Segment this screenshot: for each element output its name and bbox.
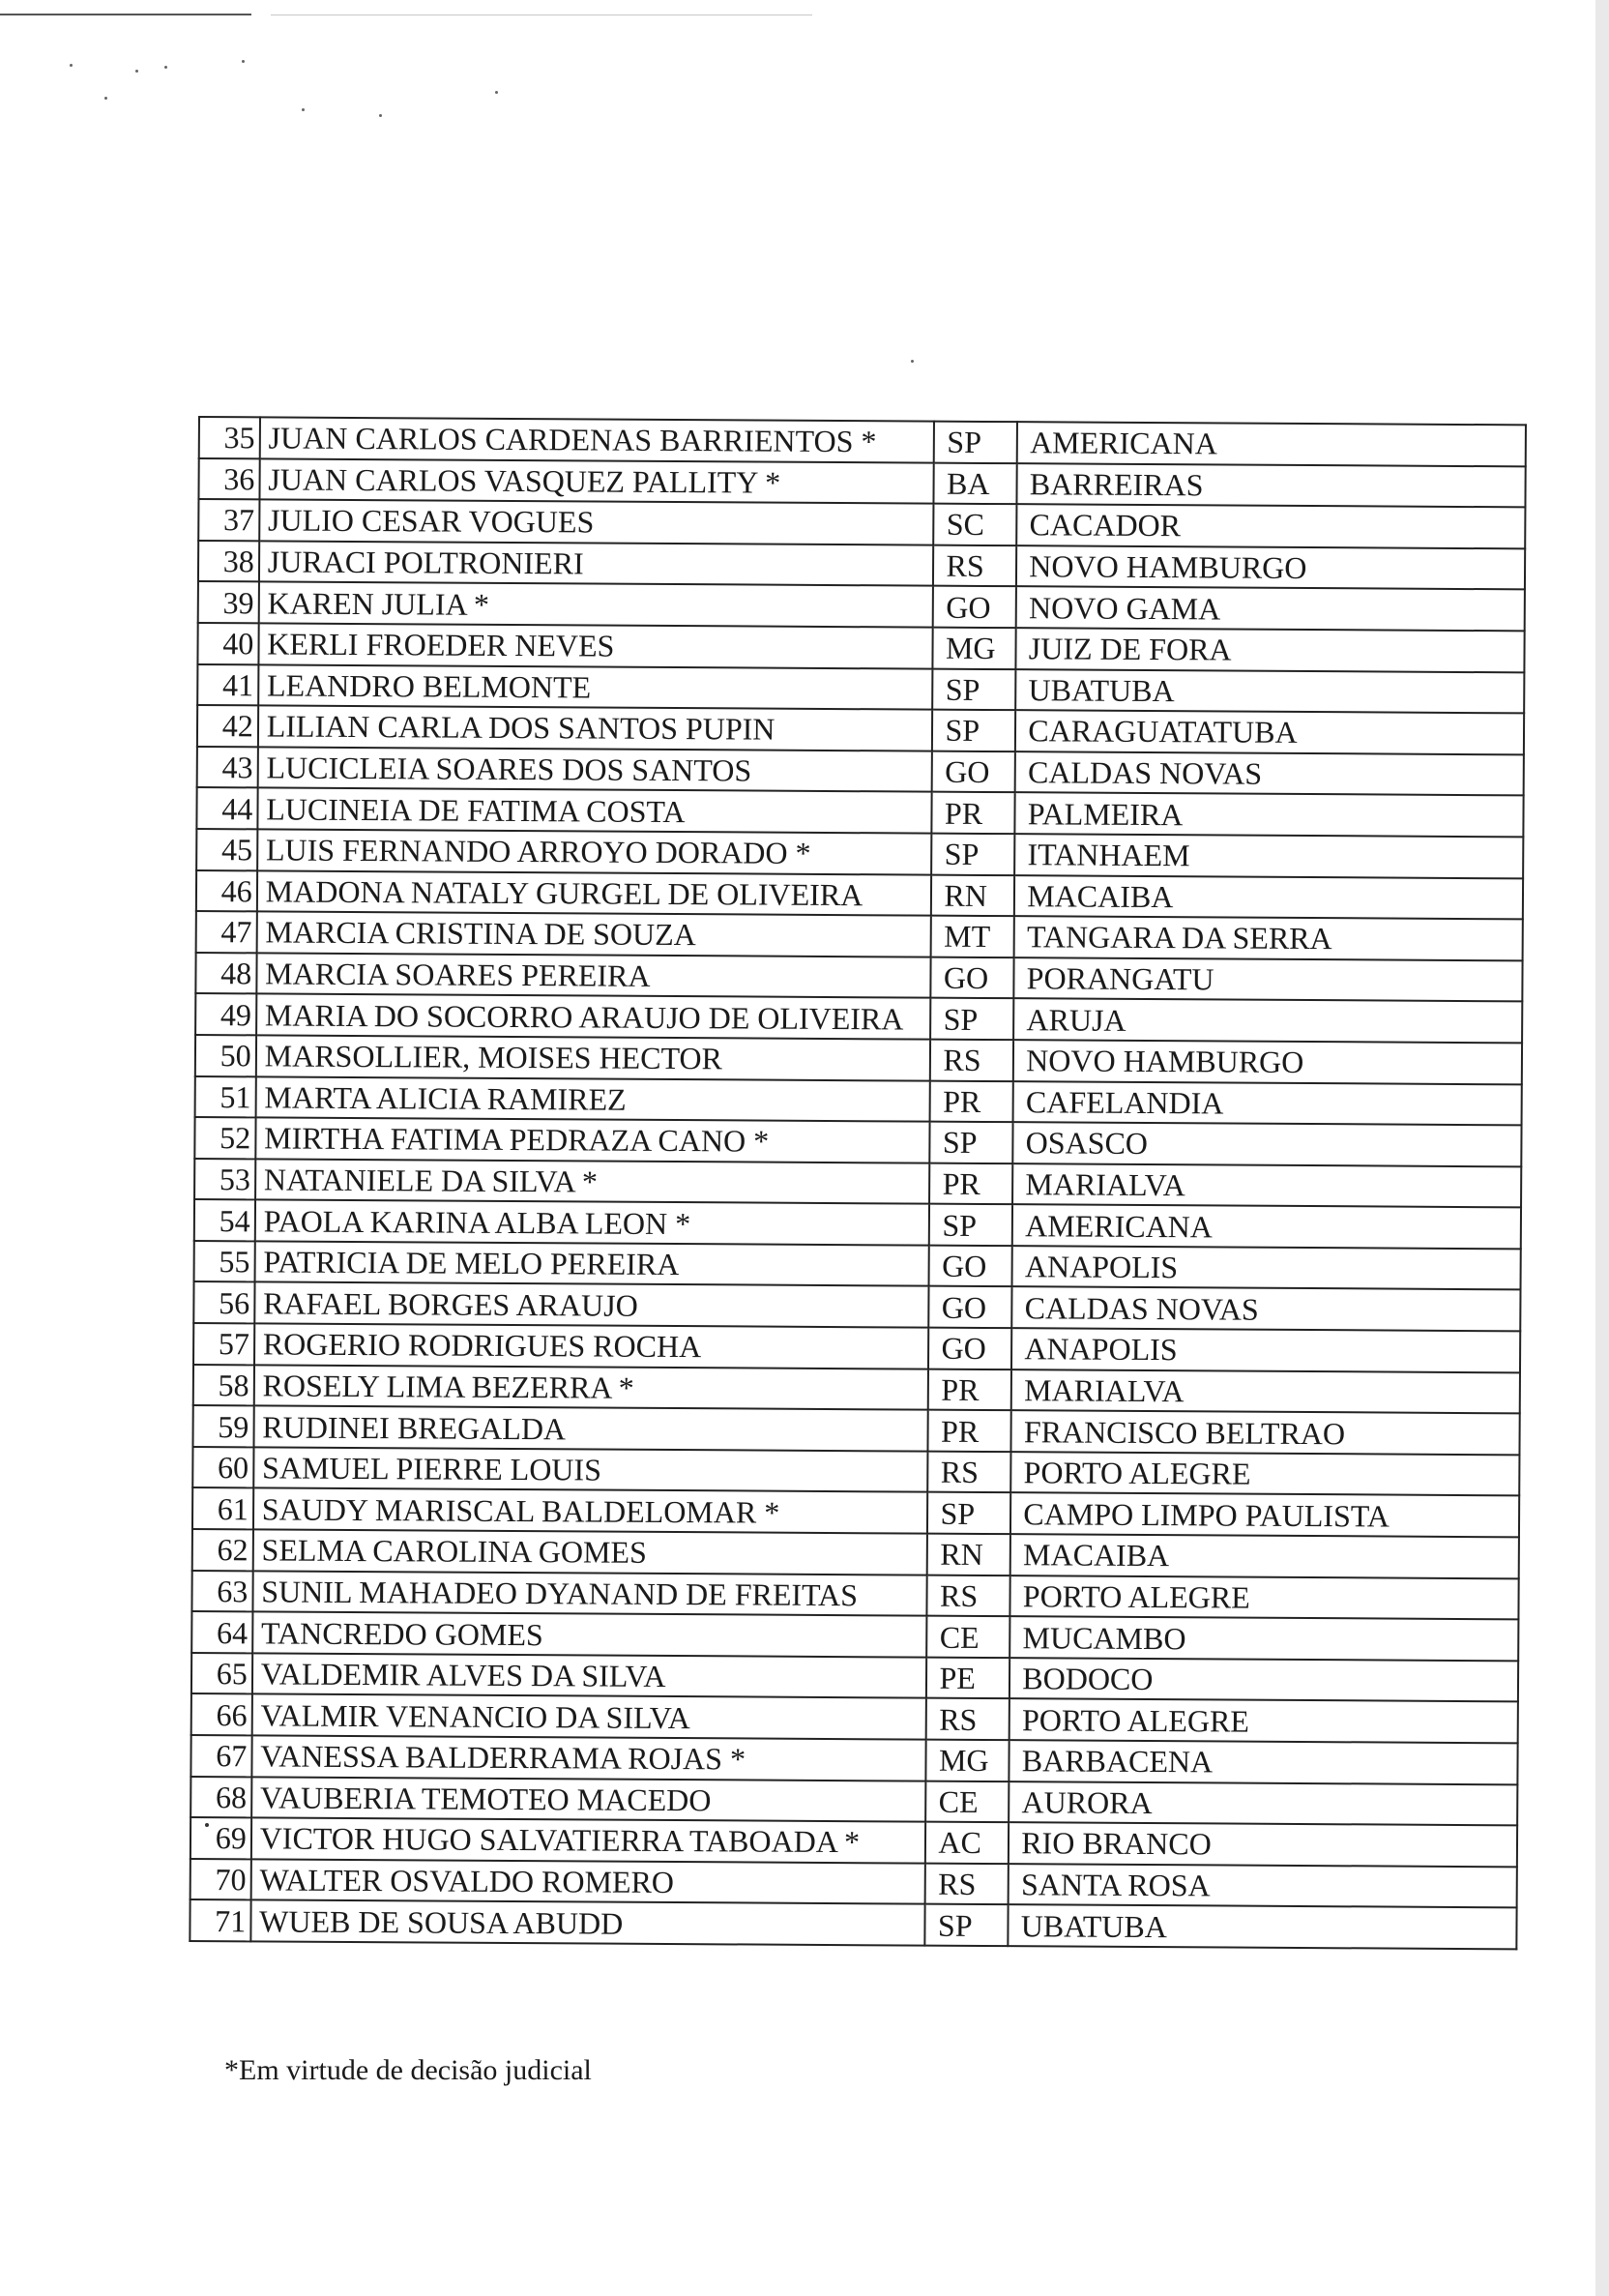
scan-speck bbox=[302, 108, 305, 111]
row-name: LEANDRO BELMONTE bbox=[258, 664, 933, 710]
row-number: 65 bbox=[191, 1653, 252, 1694]
row-city: CARAGUATATUBA bbox=[1015, 710, 1524, 754]
row-name: PATRICIA DE MELO PEREIRA bbox=[254, 1241, 929, 1286]
scan-speck bbox=[495, 91, 498, 94]
row-number: 39 bbox=[198, 581, 259, 623]
row-state: GO bbox=[929, 1246, 1012, 1287]
row-city: TANGARA DA SERRA bbox=[1014, 916, 1523, 960]
scan-speck bbox=[70, 64, 73, 67]
row-city: PORANGATU bbox=[1014, 957, 1523, 1002]
row-name: ROGERIO RODRIGUES ROCHA bbox=[254, 1323, 929, 1369]
row-city: UBATUBA bbox=[1009, 1905, 1517, 1950]
row-state: PR bbox=[928, 1369, 1011, 1410]
row-state: MG bbox=[926, 1740, 1009, 1781]
row-state: PR bbox=[932, 792, 1015, 834]
row-name: ROSELY LIMA BEZERRA * bbox=[253, 1365, 928, 1410]
row-name: MADONA NATALY GURGEL DE OLIVEIRA bbox=[257, 870, 932, 916]
row-name: LUIS FERNANDO ARROYO DORADO * bbox=[257, 829, 932, 874]
row-number: 59 bbox=[192, 1405, 253, 1447]
roster-table-body bbox=[190, 417, 1526, 1949]
row-state: GO bbox=[929, 1286, 1012, 1328]
row-city: CAMPO LIMPO PAULISTA bbox=[1010, 1493, 1519, 1538]
row-state: SP bbox=[934, 422, 1017, 463]
row-state: RS bbox=[930, 1040, 1013, 1081]
scan-speck bbox=[379, 114, 382, 117]
scan-right-edge bbox=[1595, 0, 1609, 2296]
row-state: PR bbox=[930, 1080, 1013, 1122]
row-name: MARCIA SOARES PEREIRA bbox=[256, 953, 931, 998]
row-city: AMERICANA bbox=[1012, 1204, 1521, 1249]
row-name: RAFAEL BORGES ARAUJO bbox=[254, 1282, 929, 1328]
scan-top-rule bbox=[0, 14, 251, 15]
row-number: 45 bbox=[196, 829, 257, 870]
row-number: 42 bbox=[197, 705, 258, 747]
row-city: RIO BRANCO bbox=[1009, 1822, 1517, 1867]
margin-mark bbox=[205, 1823, 209, 1827]
scan-speck bbox=[164, 66, 167, 69]
row-name: JUAN CARLOS VASQUEZ PALLITY * bbox=[259, 458, 934, 504]
row-state: RS bbox=[933, 545, 1016, 586]
row-city: MARIALVA bbox=[1011, 1369, 1520, 1414]
row-city: BARREIRAS bbox=[1017, 463, 1526, 508]
row-name: SAMUEL PIERRE LOUIS bbox=[253, 1447, 928, 1492]
row-city: MUCAMBO bbox=[1009, 1616, 1518, 1661]
row-number: 70 bbox=[190, 1859, 251, 1900]
row-city: PORTO ALEGRE bbox=[1010, 1575, 1519, 1620]
row-number: 55 bbox=[194, 1241, 255, 1282]
row-city: BARBACENA bbox=[1009, 1740, 1518, 1784]
row-name: VANESSA BALDERRAMA ROJAS * bbox=[251, 1735, 926, 1781]
row-number: 62 bbox=[192, 1529, 253, 1571]
row-name: MARTA ALICIA RAMIREZ bbox=[255, 1076, 930, 1122]
row-name: RUDINEI BREGALDA bbox=[253, 1406, 928, 1452]
row-number: 63 bbox=[191, 1571, 252, 1612]
row-state: GO bbox=[931, 957, 1014, 998]
row-number: 66 bbox=[191, 1693, 252, 1735]
row-city: BODOCO bbox=[1009, 1658, 1518, 1702]
row-state: RN bbox=[927, 1534, 1010, 1575]
row-state: PE bbox=[926, 1657, 1009, 1698]
row-city: ANAPOLIS bbox=[1011, 1328, 1520, 1372]
row-state: CE bbox=[927, 1616, 1010, 1658]
row-number: 71 bbox=[190, 1899, 250, 1941]
row-state: RS bbox=[928, 1451, 1011, 1492]
row-city: MACAIBA bbox=[1014, 875, 1523, 920]
scan-speck bbox=[242, 60, 245, 63]
row-state: PR bbox=[930, 1163, 1013, 1204]
row-city: PORTO ALEGRE bbox=[1009, 1699, 1518, 1744]
row-state: GO bbox=[928, 1328, 1011, 1369]
row-number: 49 bbox=[195, 993, 256, 1035]
row-number: 56 bbox=[193, 1281, 254, 1323]
row-state: RS bbox=[926, 1698, 1009, 1740]
scan-speck bbox=[911, 360, 914, 363]
row-number: 68 bbox=[190, 1777, 251, 1818]
row-name: LUCINEIA DE FATIMA COSTA bbox=[257, 788, 932, 834]
row-state: MT bbox=[931, 916, 1014, 957]
row-city: AURORA bbox=[1009, 1781, 1517, 1826]
row-number: 40 bbox=[197, 623, 258, 664]
row-number: 58 bbox=[193, 1365, 254, 1406]
row-number: 53 bbox=[194, 1159, 255, 1200]
row-city: CALDAS NOVAS bbox=[1015, 751, 1524, 796]
row-city: CALDAS NOVAS bbox=[1012, 1287, 1521, 1332]
row-state: CE bbox=[926, 1781, 1009, 1822]
row-name: MARCIA CRISTINA DE SOUZA bbox=[256, 912, 931, 957]
row-city: CAFELANDIA bbox=[1013, 1081, 1522, 1126]
row-number: 61 bbox=[192, 1487, 253, 1529]
row-city: MACAIBA bbox=[1010, 1534, 1519, 1578]
row-state: SP bbox=[930, 1122, 1013, 1163]
row-state: RS bbox=[927, 1575, 1010, 1616]
row-state: SP bbox=[927, 1492, 1010, 1534]
row-city: PALMEIRA bbox=[1015, 793, 1524, 838]
row-number: 47 bbox=[196, 911, 257, 953]
row-name: MIRTHA FATIMA PEDRAZA CANO * bbox=[255, 1117, 930, 1163]
row-city: NOVO HAMBURGO bbox=[1013, 1040, 1522, 1084]
row-number: 51 bbox=[195, 1075, 256, 1117]
row-number: 60 bbox=[192, 1447, 253, 1488]
row-name: VALMIR VENANCIO DA SILVA bbox=[251, 1694, 926, 1740]
row-name: LUCICLEIA SOARES DOS SANTOS bbox=[257, 747, 932, 792]
row-number: 37 bbox=[198, 499, 259, 541]
scan-speck bbox=[135, 70, 138, 73]
row-name: VALDEMIR ALVES DA SILVA bbox=[252, 1653, 927, 1698]
row-number: 48 bbox=[195, 953, 256, 994]
row-name: SAUDY MARISCAL BALDELOMAR * bbox=[253, 1488, 928, 1534]
row-name: KERLI FROEDER NEVES bbox=[258, 623, 933, 668]
row-number: 46 bbox=[196, 870, 257, 912]
row-name: WALTER OSVALDO ROMERO bbox=[250, 1859, 925, 1904]
row-name: NATANIELE DA SILVA * bbox=[255, 1159, 930, 1204]
row-name: LILIAN CARLA DOS SANTOS PUPIN bbox=[258, 706, 933, 751]
row-number: 44 bbox=[196, 787, 257, 829]
row-state: PR bbox=[928, 1410, 1011, 1452]
row-city: NOVO GAMA bbox=[1016, 587, 1525, 632]
row-number: 35 bbox=[199, 417, 260, 458]
row-name: KAREN JULIA * bbox=[258, 582, 933, 628]
row-state: SP bbox=[933, 668, 1016, 710]
row-state: BA bbox=[934, 462, 1017, 504]
row-name: JULIO CESAR VOGUES bbox=[259, 500, 934, 545]
table-row bbox=[190, 1899, 1516, 1949]
row-number: 69 bbox=[190, 1817, 251, 1859]
row-state: SP bbox=[929, 1204, 1012, 1246]
row-state: SP bbox=[932, 710, 1015, 751]
row-number: 52 bbox=[194, 1117, 255, 1159]
row-city: JUIZ DE FORA bbox=[1016, 628, 1525, 672]
row-number: 57 bbox=[193, 1323, 254, 1365]
row-city: ANAPOLIS bbox=[1012, 1246, 1521, 1290]
row-state: MG bbox=[933, 628, 1016, 669]
row-city: NOVO HAMBURGO bbox=[1016, 545, 1525, 590]
row-name: MARSOLLIER, MOISES HECTOR bbox=[256, 1035, 931, 1080]
row-state: SP bbox=[932, 834, 1015, 875]
row-state: RN bbox=[931, 874, 1014, 916]
row-number: 36 bbox=[198, 458, 259, 500]
row-number: 41 bbox=[197, 664, 258, 706]
row-city: UBATUBA bbox=[1015, 669, 1524, 714]
footnote: *Em virtude de decisão judicial bbox=[224, 2054, 592, 2086]
row-state: SP bbox=[931, 998, 1014, 1040]
row-name: TANCREDO GOMES bbox=[252, 1612, 927, 1658]
row-name: SUNIL MAHADEO DYANAND DE FREITAS bbox=[252, 1571, 927, 1616]
row-name: PAOLA KARINA ALBA LEON * bbox=[255, 1200, 930, 1246]
row-name: WUEB DE SOUSA ABUDD bbox=[250, 1900, 925, 1946]
row-number: 50 bbox=[195, 1035, 256, 1076]
row-number: 38 bbox=[198, 541, 259, 582]
row-state: RS bbox=[925, 1863, 1009, 1904]
row-name: JURACI POLTRONIERI bbox=[259, 541, 934, 586]
row-city: ITANHAEM bbox=[1014, 834, 1523, 878]
row-name: MARIA DO SOCORRO ARAUJO DE OLIVEIRA bbox=[256, 994, 931, 1040]
row-city: PORTO ALEGRE bbox=[1010, 1452, 1519, 1496]
row-name: VICTOR HUGO SALVATIERRA TABOADA * bbox=[251, 1818, 926, 1864]
row-name: SELMA CAROLINA GOMES bbox=[252, 1529, 927, 1575]
row-state: GO bbox=[932, 751, 1015, 792]
row-state: AC bbox=[925, 1822, 1009, 1864]
row-state: SC bbox=[934, 504, 1017, 545]
row-number: 64 bbox=[191, 1611, 252, 1653]
row-number: 67 bbox=[190, 1735, 251, 1777]
roster-table bbox=[189, 416, 1527, 1950]
row-state: SP bbox=[925, 1904, 1009, 1946]
row-city: ARUJA bbox=[1013, 998, 1522, 1043]
row-city: MARIALVA bbox=[1012, 1163, 1521, 1208]
row-state: GO bbox=[933, 586, 1016, 628]
row-number: 43 bbox=[197, 747, 258, 788]
row-city: CACADOR bbox=[1016, 504, 1525, 548]
row-city: FRANCISCO BELTRAO bbox=[1011, 1410, 1520, 1455]
row-name: VAUBERIA TEMOTEO MACEDO bbox=[251, 1777, 926, 1822]
row-city: AMERICANA bbox=[1017, 422, 1526, 466]
row-number: 54 bbox=[194, 1199, 255, 1241]
row-city: SANTA ROSA bbox=[1009, 1864, 1517, 1908]
scan-speck bbox=[104, 97, 107, 100]
row-city: OSASCO bbox=[1013, 1122, 1522, 1166]
row-name: JUAN CARLOS CARDENAS BARRIENTOS * bbox=[259, 417, 934, 462]
